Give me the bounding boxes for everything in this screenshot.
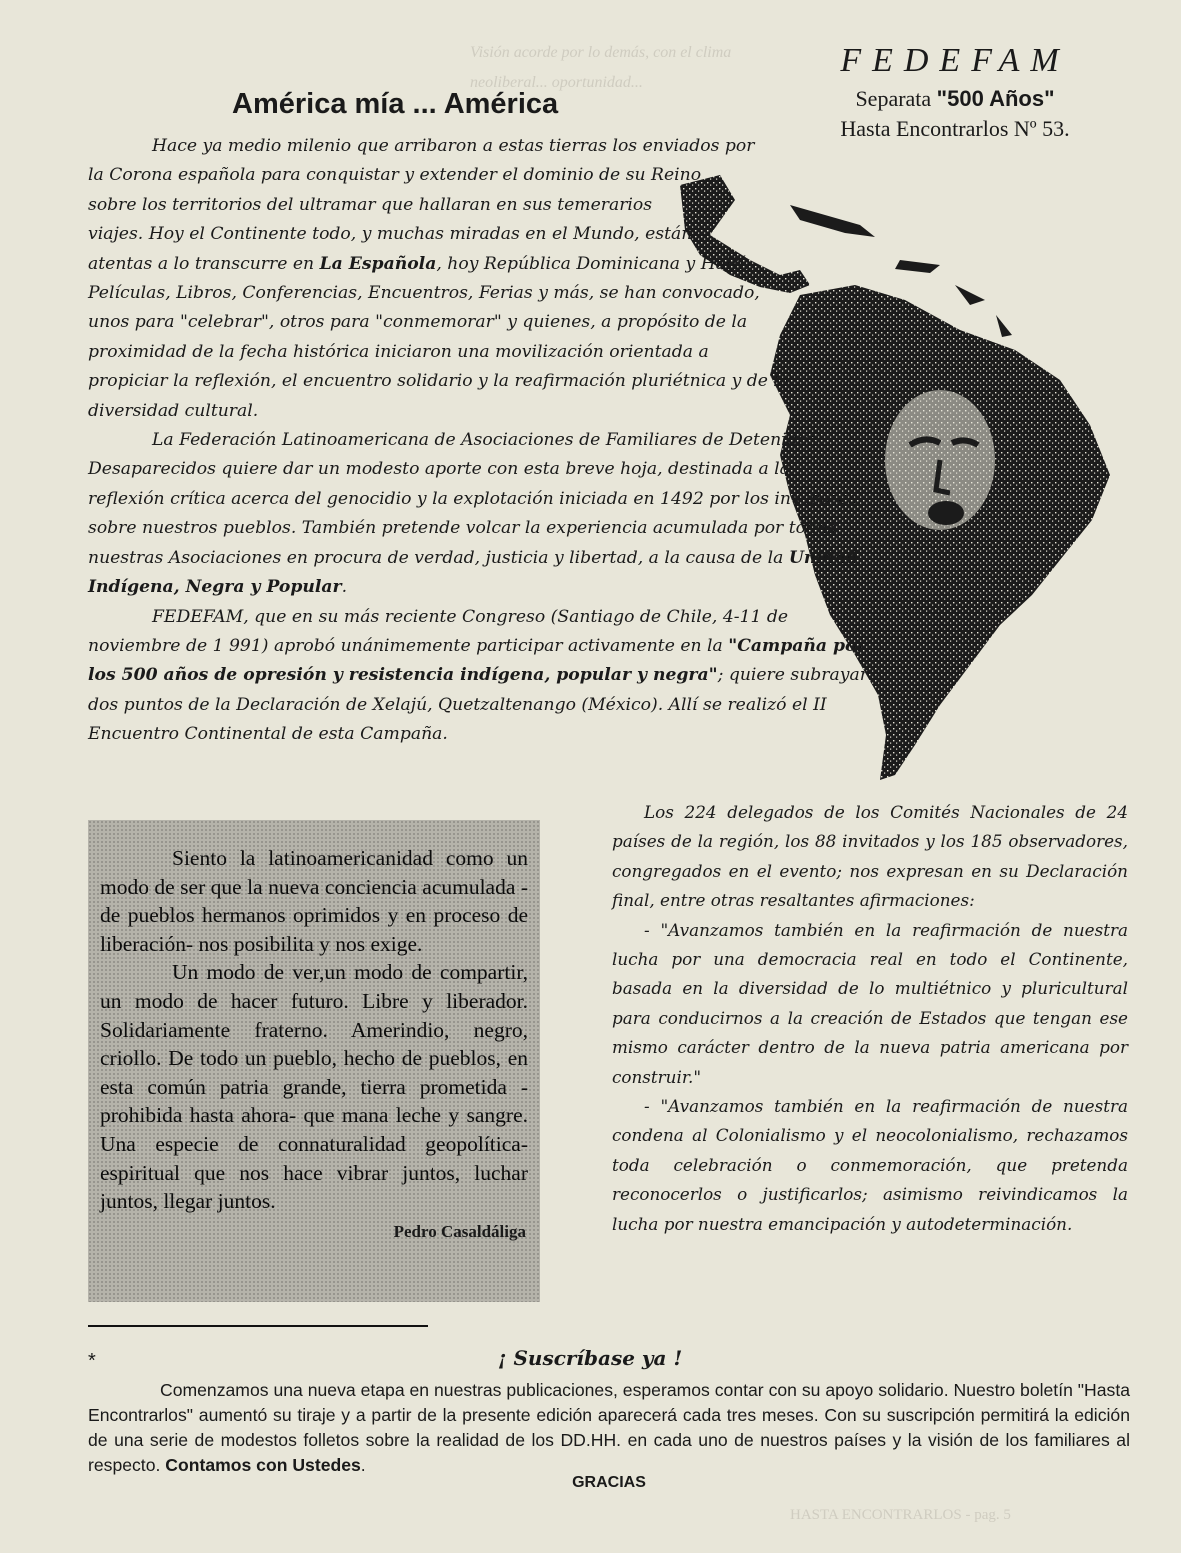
quote-paragraph: Un modo de ver,un modo de compartir, un modo de hacer futuro. Libre y liberador. Solidariamente fraterno. Amerindio, negro, criollo. De todo un pueblo, hecho de pueblos, en esta común patria grande, tierra prometida -prohibida hasta ahora- que mana leche y sangre. Una especie de connaturalidad geopolítica-espiritual que nos hace vibrar juntos, luchar juntos, llegar juntos.: [100, 960, 528, 1214]
article-body: [88, 132, 878, 750]
declaration-paragraph: Los 224 delegados de los Comités Nacionales de 24 países de la región, los 88 invitados y los 185 observadores, congregados en el evento; nos expresan en su Declaración final, entre otras resaltantes afirmaciones:: [612, 802, 1128, 911]
subscribe-heading: ¡ Suscríbase ya !: [497, 1346, 683, 1370]
declaration-paragraph: - "Avanzamos también en la reafirmación de nuestra condena al Colonialismo y el neocolonialismo, rechazamos toda celebración o conmemoración, que pretenda reconocerlos o justificarlos; asimismo reivindicamos la lucha por nuestra emancipación y autodeterminación.: [612, 1096, 1128, 1234]
article-paragraph: FEDEFAM, que en su más reciente Congreso (Santiago de Chile, 4-11 de noviembre de 1 991) aprobó unánimemente participar activamente en la "Campaña por los 500 años de opresión y resistencia indígena, popular y negra"; quiere subrayar dos puntos de la Declaración de Xelajú, Quetzaltenango (México). Allí se realizó el II Encuentro Continental de esta Campaña.: [88, 606, 868, 745]
subscribe-body: Comenzamos una nueva etapa en nuestras publicaciones, esperamos contar con su apoyo solidario. Nuestro boletín "Hasta Encontrarlos" aumentó su tiraje y a partir de la presente edición aparecerá cada tres meses. Con su suscripción permitirá la edición de una serie de modestos folletos sobre la realidad de los DD.HH. en cada uno de nuestros países y la visión de los familiares al respecto. Contamos con Ustedes.: [88, 1380, 1130, 1475]
bleedthrough-footer: HASTA ENCONTRARLOS - pag. 5: [790, 1507, 1011, 1523]
quote-author: Pedro Casaldáliga: [393, 1221, 526, 1241]
masthead-name: FEDEFAM: [840, 42, 1070, 79]
masthead-issue: Hasta Encontrarlos Nº 53.: [840, 116, 1070, 141]
footnote-divider: [88, 1325, 428, 1327]
quote-box: [88, 820, 540, 1302]
article-title: América mía ... América: [232, 88, 559, 120]
campana-bold: "Campaña por los 500 años de opresión y resistencia indígena, popular y negra": [88, 635, 866, 686]
thanks-text: GRACIAS: [572, 1474, 646, 1491]
unidad-bold: Unidad Indígena, Negra y Popular: [88, 547, 859, 598]
declaration-paragraph: - "Avanzamos también en la reafirmación de nuestra lucha por una democracia real en todo el Continente, basada en la diversidad de lo multiétnico y pluricultural para conducirnos a la creación de Estados que tengan ese mismo carácter dentro de la nueva patria americana por construir.": [612, 919, 1128, 1087]
bleedthrough-top-left: Visión acorde por lo demás, con el clima neoliberal... oportunidad...: [470, 44, 732, 91]
la-espanola-bold: La Española: [319, 253, 437, 274]
separata-prefix: Separata: [855, 86, 932, 111]
quote-text: [100, 844, 528, 1216]
masthead: [782, 42, 1128, 144]
article-paragraph: Hace ya medio milenio que arribaron a estas tierras los enviados por la Corona española para conquistar y extender el dominio de su Reino sobre los territorios del ultramar que hallaran en sus temerarios viajes. Hoy el Continente todo, y muchas miradas en el Mundo, están atentas a lo transcurre en La Española, hoy República Dominicana y Haití. Películas, Libros, Conferencias, Encuentros, Ferias y más, se han convocado, unos para "celebrar", otros para "conmemorar" y quienes, a propósito de la proximidad de la fecha histórica iniciaron una movilización orientada a propiciar la reflexión, el encuentro solidario y la reafirmación pluriétnica y de la diversidad cultural.: [88, 136, 790, 421]
declaration-text: [612, 798, 1128, 1239]
contamos-bold: Contamos con Ustedes: [165, 1455, 361, 1475]
masthead-separata: [782, 84, 1128, 114]
quote-paragraph: Siento la latinoamericanidad como un modo de ser que la nueva conciencia acumulada -de pueblos hermanos oprimidos y en proceso de liberación- nos posibilita y nos exige.: [100, 846, 528, 956]
separata-title: "500 Años": [936, 86, 1055, 111]
footnote-asterisk: *: [88, 1350, 96, 1372]
article-paragraph: La Federación Latinoamericana de Asociaciones de Familiares de Detenidos Desaparecidos quiere dar un modesto aporte con esta breve hoja, destinada a la reflexión crítica acerca del genocidio y la explotación iniciada en 1492 por los invasores sobre nuestros pueblos. También pretende volcar la experiencia acumulada por todas nuestras Asociaciones en procura de verdad, justicia y libertad, a la causa de la Unidad Indígena, Negra y Popular.: [88, 430, 859, 598]
